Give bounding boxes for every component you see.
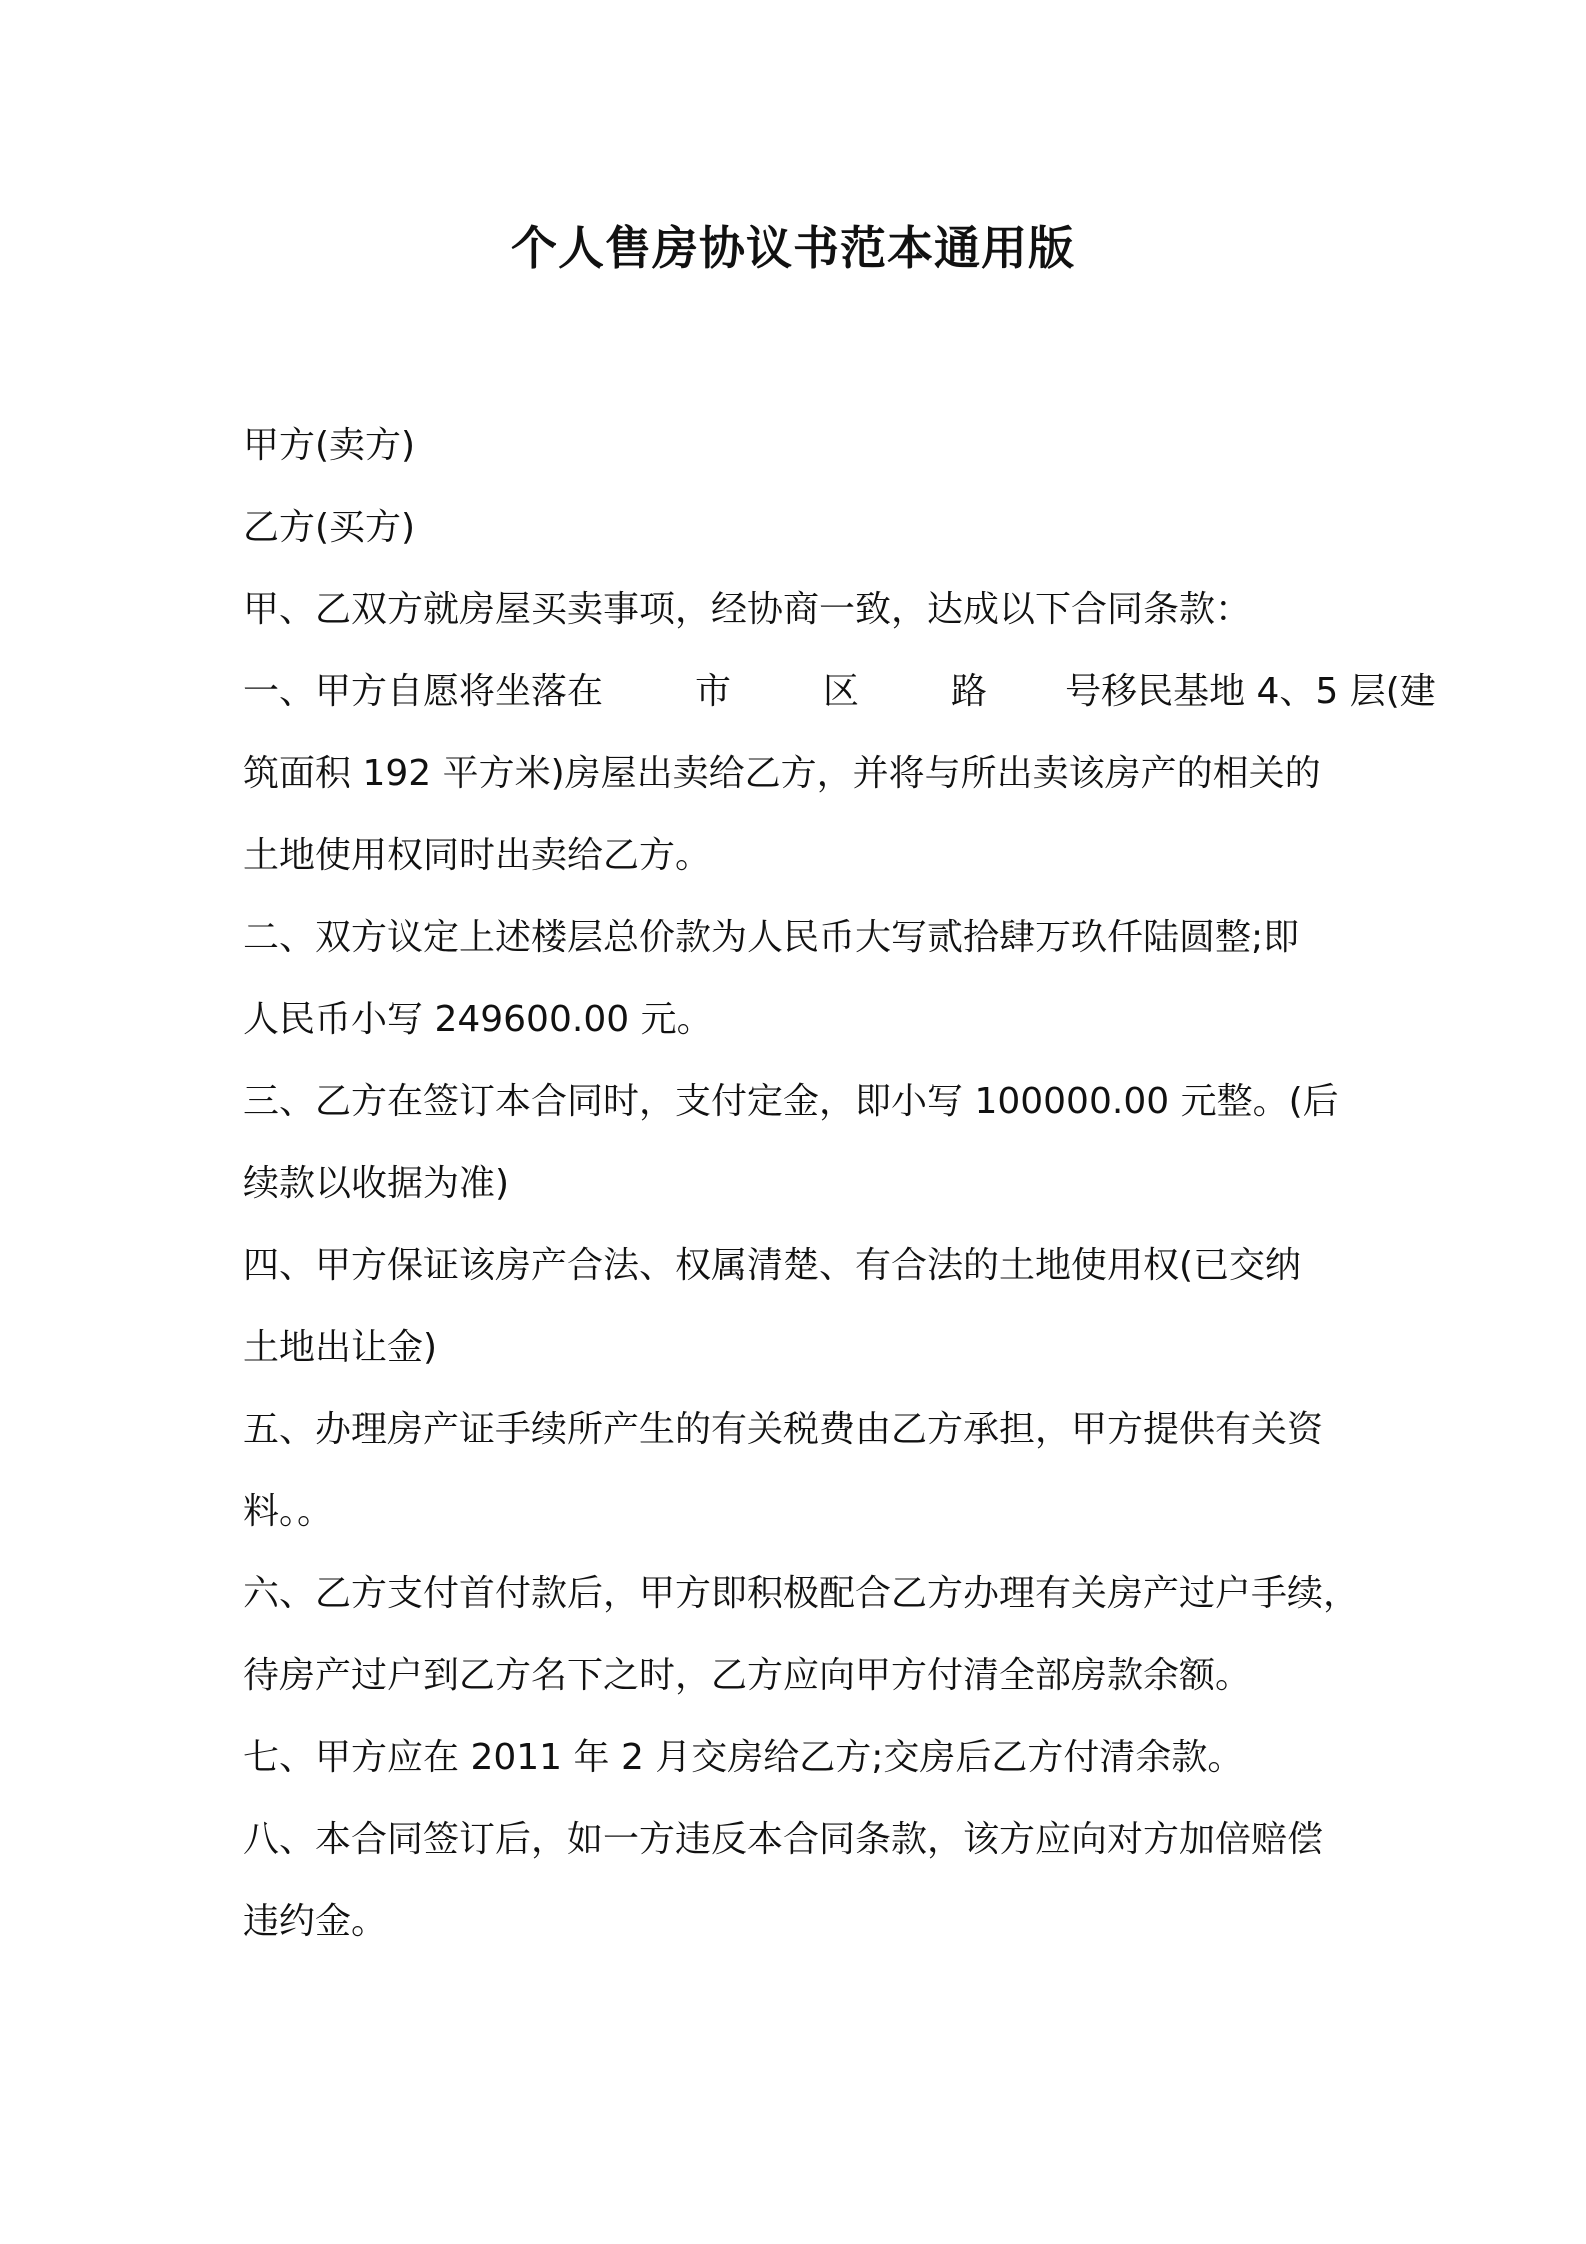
party-b-line: 乙方(买方) [243,507,416,548]
clause-1-line-1 [243,651,1436,733]
clause-1-line-3: 土地使用权同时出卖给乙方。 [243,835,712,876]
clause-8-line-2: 违约金。 [243,1901,388,1942]
clause-6-line-1: 六、乙方支付首付款后，甲方即积极配合乙方办理有关房产过户手续， [243,1573,1360,1614]
clause-7-line-1: 七、甲方应在 2011 年 2 月交房给乙方;交房后乙方付清余款。 [243,1737,1244,1778]
clause-2-line-2: 人民币小写 249600.00 元。 [243,999,713,1040]
clause-8-line-1: 八、本合同签订后，如一方违反本合同条款，该方应向对方加倍赔偿 [243,1819,1324,1860]
clause-3-line-1: 三、乙方在签订本合同时，支付定金，即小写 100000.00 元整。(后 [243,1081,1339,1122]
clause-1-text-end: 号移民基地 4、5 层(建 [1065,671,1436,712]
clause-4-line-1: 四、甲方保证该房产合法、权属清楚、有合法的土地使用权(已交纳 [243,1245,1302,1286]
clause-5-line-1: 五、办理房产证手续所产生的有关税费由乙方承担，甲方提供有关资 [243,1409,1324,1450]
clause-1-text-start: 一、甲方自愿将坐落在 [243,671,604,712]
district-label: 区 [823,671,860,712]
clause-6-line-2: 待房产过户到乙方名下之时，乙方应向甲方付清全部房款余额。 [243,1655,1252,1696]
party-a-line: 甲方(卖方) [243,425,416,466]
document-title: 个人售房协议书范本通用版 [511,221,1075,275]
clause-5-line-2: 料。。 [243,1491,334,1532]
clause-3-line-2: 续款以收据为准) [243,1163,510,1204]
clause-4-line-2: 土地出让金) [243,1327,438,1368]
city-label: 市 [695,671,732,712]
intro-line: 甲、乙双方就房屋买卖事项，经协商一致，达成以下合同条款： [243,589,1252,630]
clause-2-line-1: 二、双方议定上述楼层总价款为人民币大写贰拾肆万玖仟陆圆整;即 [243,917,1300,958]
road-label: 路 [951,671,988,712]
clause-1-line-2: 筑面积 192 平方米)房屋出卖给乙方，并将与所出卖该房产的相关的 [243,753,1321,794]
document-body [243,405,1436,1963]
